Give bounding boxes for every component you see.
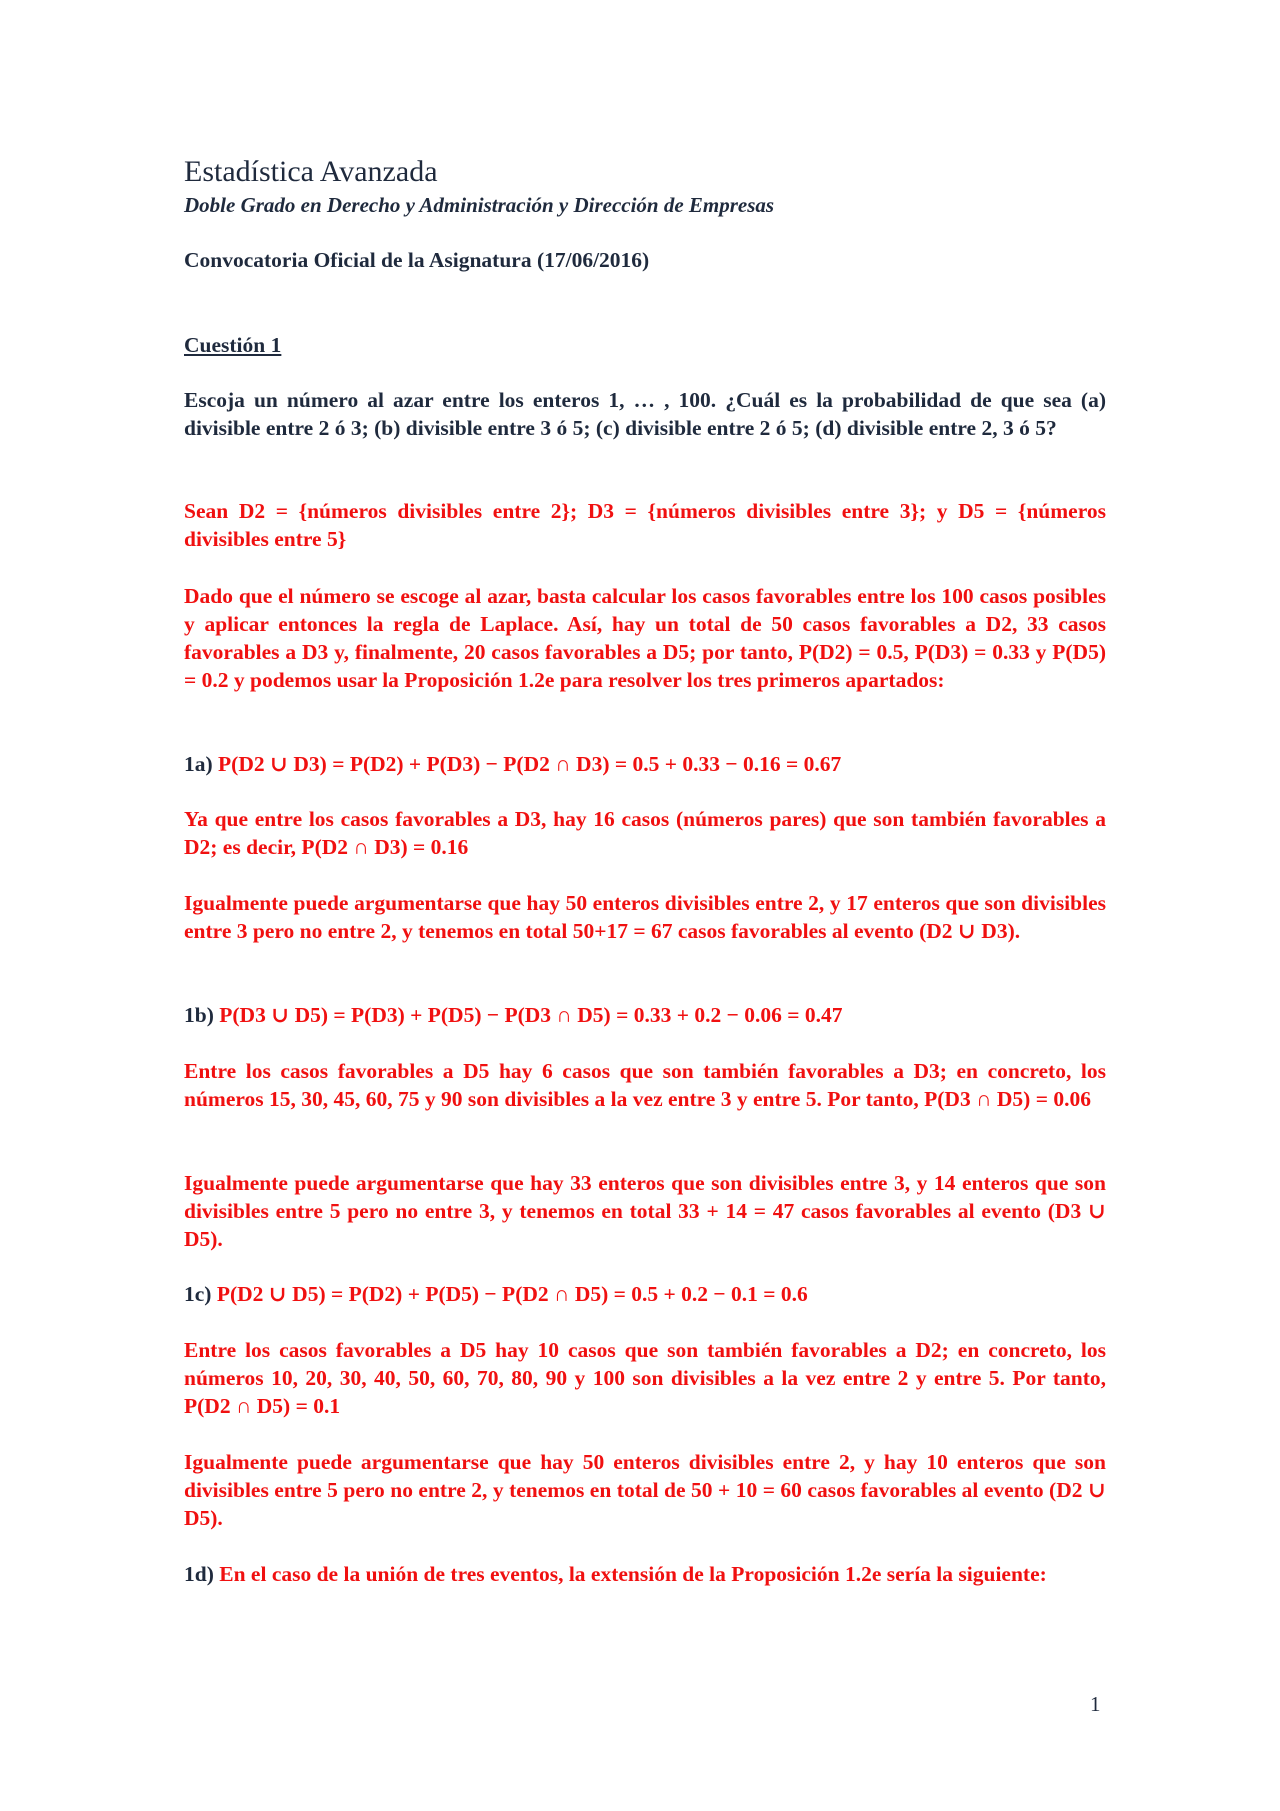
part-c-equation: P(D2 ∪ D5) = P(D2) + P(D5) − P(D2 ∩ D5) = 0.5 + 0.2 − 0.1 = 0.6 bbox=[216, 1282, 808, 1306]
part-d-intro bbox=[184, 1560, 1106, 1588]
part-c-formula bbox=[184, 1280, 1106, 1308]
part-a-label: 1a) bbox=[184, 752, 213, 776]
answer-intro: Dado que el número se escoge al azar, basta calcular los casos favorables entre los 100 casos posibles y aplicar entonces la regla de Laplace. Así, hay un total de 50 casos favorables a D2, 33 casos favorables a D3 y, finalmente, 20 casos favorables a D5; por tanto, P(D2) = 0.5, P(D3) = 0.33 y P(D5) = 0.2 y podemos usar la Proposición 1.2e para resolver los tres primeros apartados: bbox=[184, 584, 1106, 692]
part-b-alternative: Igualmente puede argumentarse que hay 33 enteros que son divisibles entre 3, y 14 enteros que son divisibles entre 5 pero no entre 3, y tenemos en total 33 + 14 = 47 casos favorables al evento (D3 ∪ D5). bbox=[184, 1171, 1106, 1251]
part-a-alternative: Igualmente puede argumentarse que hay 50 enteros divisibles entre 2, y 17 enteros que son divisibles entre 3 pero no entre 2, y tenemos en total 50+17 = 67 casos favorables al evento (D2 ∪ D3). bbox=[184, 891, 1106, 943]
question-heading: Cuestión 1 bbox=[184, 333, 282, 357]
answer-definitions: Sean D2 = {números divisibles entre 2}; D3 = {números divisibles entre 3}; y D5 = {números divisibles entre 5} bbox=[184, 499, 1106, 551]
part-b-explanation: Entre los casos favorables a D5 hay 6 casos que son también favorables a D3; en concreto, los números 15, 30, 45, 60, 75 y 90 son divisibles a la vez entre 3 y entre 5. Por tanto, P(D3 ∩ D5) = 0.06 bbox=[184, 1059, 1106, 1111]
part-a-equation: P(D2 ∪ D3) = P(D2) + P(D3) − P(D2 ∩ D3) = 0.5 + 0.33 − 0.16 = 0.67 bbox=[218, 752, 842, 776]
document-subtitle: Doble Grado en Derecho y Administración y Dirección de Empresas bbox=[184, 193, 775, 217]
part-c-alternative: Igualmente puede argumentarse que hay 50 enteros divisibles entre 2, y hay 10 enteros que son divisibles entre 5 pero no entre 2, y tenemos en total de 50 + 10 = 60 casos favorables al evento (D2 ∪ D5). bbox=[184, 1450, 1106, 1530]
part-b-label: 1b) bbox=[184, 1003, 214, 1027]
part-a-explanation: Ya que entre los casos favorables a D3, hay 16 casos (números pares) que son también favorables a D2; es decir, P(D2 ∩ D3) = 0.16 bbox=[184, 807, 1106, 859]
question-statement: Escoja un número al azar entre los enteros 1, … , 100. ¿Cuál es la probabilidad de que sea (a) divisible entre 2 ó 3; (b) divisible entre 3 ó 5; (c) divisible entre 2 ó 5; (d) divisible entre 2, 3 ó 5? bbox=[184, 388, 1106, 440]
exam-session: Convocatoria Oficial de la Asignatura (17/06/2016) bbox=[184, 248, 650, 272]
part-d-label: 1d) bbox=[184, 1562, 214, 1586]
page-number: 1 bbox=[1090, 1692, 1101, 1716]
part-d-text: En el caso de la unión de tres eventos, la extensión de la Proposición 1.2e sería la siguiente: bbox=[219, 1562, 1047, 1586]
part-c-explanation: Entre los casos favorables a D5 hay 10 casos que son también favorables a D2; en concreto, los números 10, 20, 30, 40, 50, 60, 70, 80, 90 y 100 son divisibles a la vez entre 2 y entre 5. Por tanto, P(D2 ∩ D5) = 0.1 bbox=[184, 1338, 1106, 1418]
document-title: Estadística Avanzada bbox=[184, 155, 438, 188]
part-a-formula bbox=[184, 750, 1106, 778]
part-c-label: 1c) bbox=[184, 1282, 212, 1306]
part-b-equation: P(D3 ∪ D5) = P(D3) + P(D5) − P(D3 ∩ D5) = 0.33 + 0.2 − 0.06 = 0.47 bbox=[219, 1003, 843, 1027]
part-b-formula bbox=[184, 1001, 1106, 1029]
